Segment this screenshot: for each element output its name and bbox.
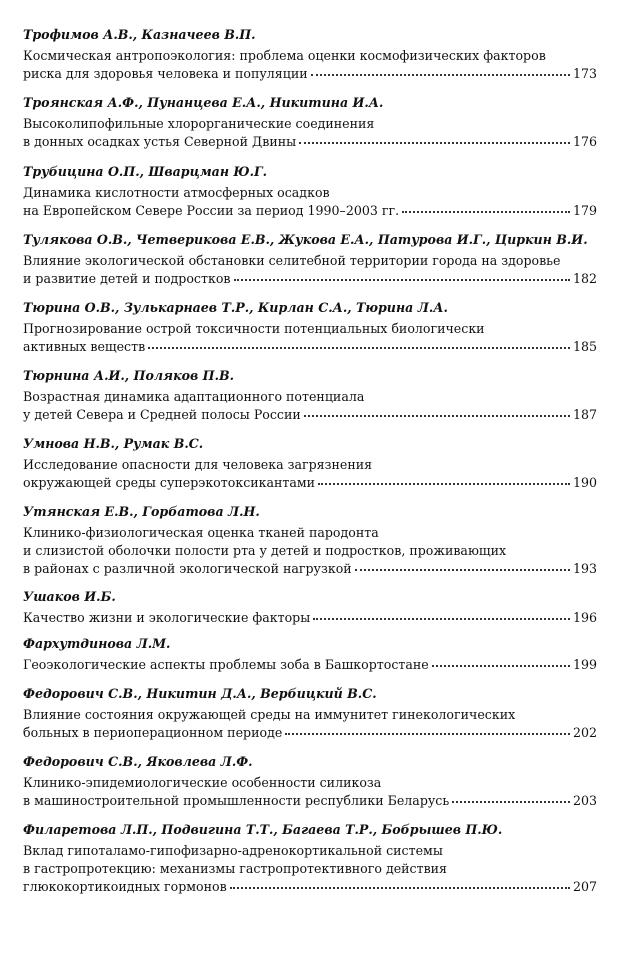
entry-page-number: 182: [572, 271, 597, 286]
entry-title-last-line: [23, 878, 597, 896]
entry-authors: Утянская Е.В., Горбатова Л.Н.: [23, 504, 260, 519]
entry-title-text: Качество жизни и экологические факторы: [23, 610, 311, 625]
entry-title-line: Исследование опасности для человека загрязнения: [23, 457, 373, 472]
entry-title-line: и слизистой оболочки полости рта у детей и подростков, проживающих: [23, 543, 507, 558]
dot-leader: [313, 614, 570, 620]
entry-title-last-line: [23, 474, 597, 492]
entry-page-number: 176: [572, 134, 597, 149]
entry-title-last-line: [23, 792, 597, 810]
toc-entry: [23, 232, 597, 288]
entry-title-text: в районах с различной экологической нагрузкой: [23, 561, 352, 576]
entry-title-line: Вклад гипоталамо-гипофизарно-адренокортикальной системы: [23, 843, 443, 858]
entry-page-number: 187: [572, 407, 597, 422]
entry-title-text: Геоэкологические аспекты проблемы зоба в Башкортостане: [23, 657, 429, 672]
entry-page-number: 190: [572, 475, 597, 490]
entry-title-last-line: [23, 65, 597, 83]
dot-leader: [355, 565, 570, 571]
entry-title-text: активных веществ: [23, 339, 146, 354]
entry-page-number: 193: [572, 561, 597, 576]
toc-entry: [23, 504, 597, 578]
entry-title-line: Клинико-эпидемиологические особенности силикоза: [23, 775, 382, 790]
dot-leader: [299, 138, 570, 144]
entry-authors: Фархутдинова Л.М.: [23, 636, 171, 651]
entry-authors: Трофимов А.В., Казначеев В.П.: [23, 27, 256, 42]
entry-title-last-line: [23, 724, 597, 742]
entry-authors: Трубицина О.П., Шварцман Ю.Г.: [23, 164, 268, 179]
entry-title-line: Влияние экологической обстановки селитебной территории города на здоровье: [23, 253, 561, 268]
entry-title-text: в машиностроительной промышленности республики Беларусь: [23, 793, 450, 808]
dot-leader: [318, 479, 570, 485]
dot-leader: [432, 661, 570, 667]
dot-leader: [304, 411, 570, 417]
entry-title-text: риска для здоровья человека и популяции: [23, 66, 308, 81]
entry-page-number: 199: [572, 657, 597, 672]
entry-title-line: Высоколипофильные хлорорганические соединения: [23, 116, 375, 131]
dot-leader: [311, 70, 570, 76]
toc-entry: [23, 686, 597, 742]
entry-authors: Тюрнина А.И., Поляков П.В.: [23, 368, 234, 383]
entry-authors: Тулякова О.В., Четверикова Е.В., Жукова Е.А., Патурова И.Г., Циркин В.И.: [23, 232, 588, 247]
toc-entry: [23, 589, 597, 627]
dot-leader: [230, 883, 570, 889]
entry-title-last-line: [23, 270, 597, 288]
entry-page-number: 196: [572, 610, 597, 625]
entry-title-text: на Европейском Севере России за период 1990–2003 гг.: [23, 203, 400, 218]
dot-leader: [402, 207, 570, 213]
dot-leader: [148, 343, 570, 349]
entry-title-text: окружающей среды суперэкотоксикантами: [23, 475, 316, 490]
entry-title-last-line: [23, 609, 597, 627]
entry-authors: Филаретова Л.П., Подвигина Т.Т., Багаева Т.Р., Бобрышев П.Ю.: [23, 822, 503, 837]
entry-title-text: больных в периоперационном периоде: [23, 725, 283, 740]
entry-page-number: 207: [572, 879, 597, 894]
toc-entry: [23, 27, 597, 83]
entry-title-line: Динамика кислотности атмосферных осадков: [23, 185, 330, 200]
entry-title-text: у детей Севера и Средней полосы России: [23, 407, 301, 422]
entry-title-text: в донных осадках устья Северной Двины: [23, 134, 297, 149]
entry-page-number: 185: [572, 339, 597, 354]
entry-title-line: Клинико-физиологическая оценка тканей пародонта: [23, 525, 379, 540]
entry-title-last-line: [23, 656, 597, 674]
entry-page-number: 203: [572, 793, 597, 808]
entry-title-last-line: [23, 202, 597, 220]
dot-leader: [452, 797, 570, 803]
toc-entry: [23, 95, 597, 151]
toc-entry: [23, 636, 597, 674]
toc-entry: [23, 822, 597, 896]
entry-page-number: 202: [572, 725, 597, 740]
entry-title-text: и развитие детей и подростков: [23, 271, 231, 286]
entry-title-last-line: [23, 133, 597, 151]
entry-page-number: 179: [572, 203, 597, 218]
toc-entry: [23, 300, 597, 356]
entry-authors: Федорович С.В., Никитин Д.А., Вербицкий В.С.: [23, 686, 377, 701]
toc-entry: [23, 164, 597, 220]
toc-entry: [23, 368, 597, 424]
entry-authors: Тюрина О.В., Зулькарнаев Т.Р., Кирлан С.А., Тюрина Л.А.: [23, 300, 448, 315]
dot-leader: [234, 275, 570, 281]
entry-title-last-line: [23, 406, 597, 424]
entry-title-text: глюкокортикоидных гормонов: [23, 879, 227, 894]
entry-authors: Ушаков И.Б.: [23, 589, 116, 604]
entry-title-line: Космическая антропоэкология: проблема оценки космофизических факторов: [23, 48, 546, 63]
toc-entry: [23, 754, 597, 810]
entry-title-line: в гастропротекцию: механизмы гастропротективного действия: [23, 861, 447, 876]
entry-title-line: Прогнозирование острой токсичности потенциальных биологически: [23, 321, 485, 336]
toc-entry: [23, 436, 597, 492]
dot-leader: [285, 729, 570, 735]
entry-title-line: Влияние состояния окружающей среды на иммунитет гинекологических: [23, 707, 516, 722]
entry-page-number: 173: [572, 66, 597, 81]
entry-authors: Федорович С.В., Яковлева Л.Ф.: [23, 754, 253, 769]
entry-title-line: Возрастная динамика адаптационного потенциала: [23, 389, 365, 404]
entry-authors: Умнова Н.В., Румак В.С.: [23, 436, 204, 451]
entry-title-last-line: [23, 560, 597, 578]
entry-title-last-line: [23, 338, 597, 356]
entry-authors: Троянская А.Ф., Пунанцева Е.А., Никитина И.А.: [23, 95, 384, 110]
